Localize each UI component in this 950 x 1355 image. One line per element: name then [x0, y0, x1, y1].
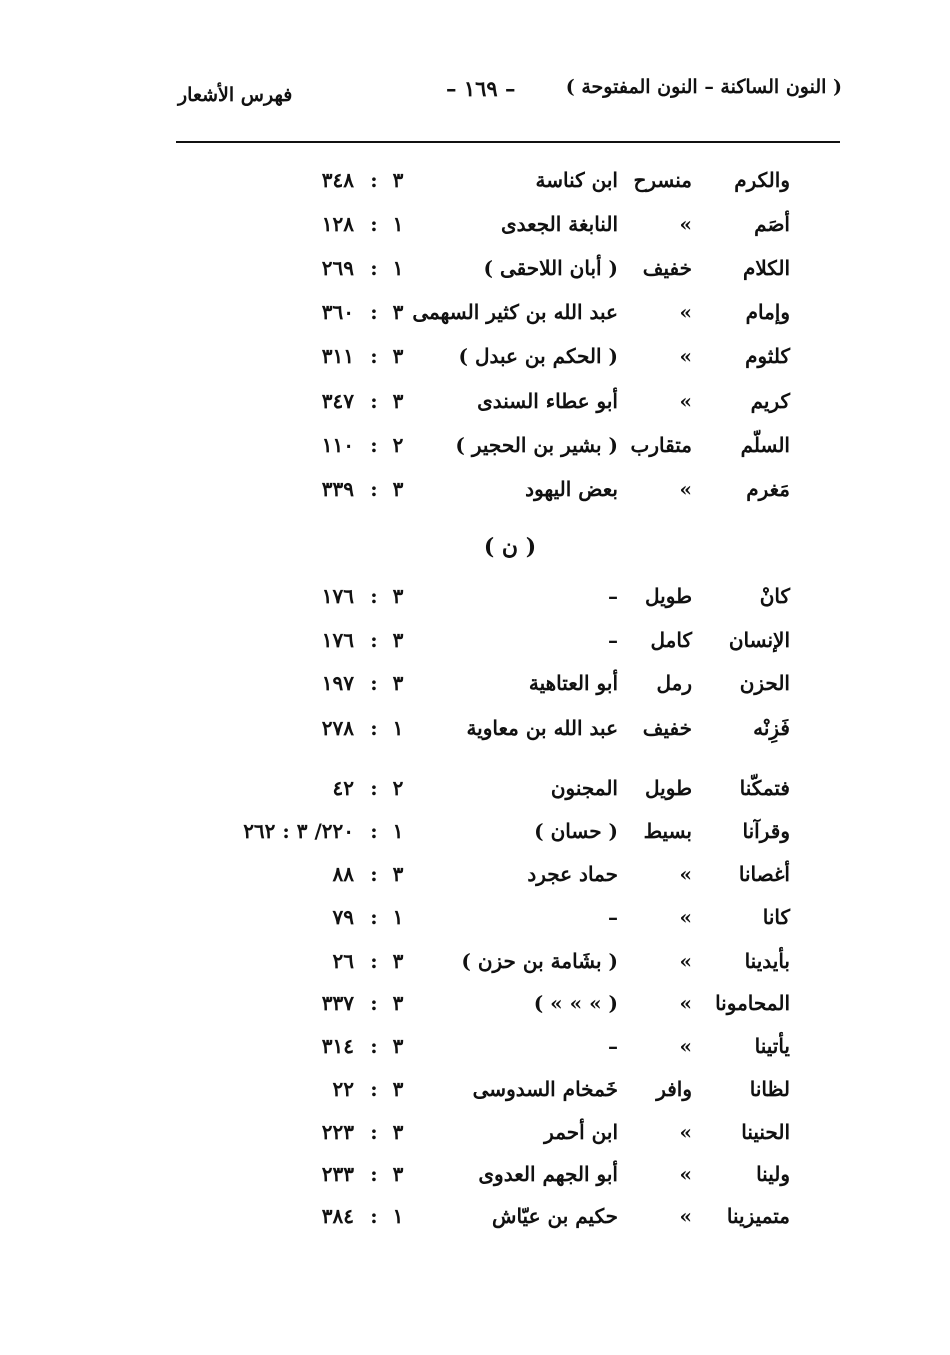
- page-reference: ١٢٨: [321, 212, 354, 236]
- rhyme-word: كانا: [762, 905, 790, 929]
- page-reference: ٢٢: [332, 1077, 354, 1101]
- volume-number: ١: [392, 256, 404, 280]
- page-reference: ٣٤٨: [321, 168, 354, 192]
- meter: »: [679, 344, 692, 368]
- index-entry: [0, 300, 950, 334]
- rhyme-word: يأتينا: [754, 1034, 790, 1058]
- page-reference: ١٧٦: [321, 584, 354, 608]
- rhyme-word: متميزينا: [726, 1204, 790, 1228]
- volume-number: ٣: [392, 1034, 404, 1058]
- page-reference: ٢٣٣: [321, 1162, 354, 1186]
- separator: :: [370, 776, 378, 800]
- page-reference: ٣٣٧: [321, 991, 354, 1015]
- rhyme-word: وقرآنا: [742, 819, 790, 843]
- index-entry: [0, 212, 950, 246]
- index-entry: [0, 905, 950, 939]
- poet: ( بشَامة بن حزن ): [461, 949, 618, 973]
- index-entry: [0, 671, 950, 705]
- index-entry: [0, 862, 950, 896]
- page-reference: ٢٦٩: [321, 256, 354, 280]
- rhyme-word: مَغرم: [746, 477, 790, 501]
- volume-number: ٣: [392, 862, 404, 886]
- running-header-title: فهرس الأشعار: [178, 84, 293, 106]
- index-entry: [0, 991, 950, 1025]
- volume-number: ٣: [392, 1120, 404, 1144]
- volume-number: ٣: [392, 1077, 404, 1101]
- rhyme-word: السلّم: [740, 433, 790, 457]
- poet: عبد الله بن كثير السهمى: [412, 300, 618, 324]
- volume-number: ٢: [392, 776, 404, 800]
- page-reference: ١٧٦: [321, 628, 354, 652]
- poet: –: [608, 584, 618, 608]
- rhyme-word: كريم: [750, 389, 790, 413]
- meter: »: [679, 862, 692, 886]
- volume-number: ٣: [392, 344, 404, 368]
- page-reference: ١١٠: [321, 433, 354, 457]
- separator: :: [370, 991, 378, 1015]
- separator: :: [370, 819, 378, 843]
- separator: :: [370, 168, 378, 192]
- rhyme-word: المحامونا: [715, 991, 790, 1015]
- rhyme-word: الإنسان: [728, 628, 790, 652]
- poet: ( بشير بن الحجير ): [455, 433, 618, 457]
- rhyme-word: الحزن: [739, 671, 790, 695]
- separator: :: [370, 1204, 378, 1228]
- index-entry: [0, 949, 950, 983]
- poet: –: [608, 1034, 618, 1058]
- meter: »: [679, 991, 692, 1015]
- volume-number: ٣: [392, 1162, 404, 1186]
- index-entry: [0, 628, 950, 662]
- meter: »: [679, 477, 692, 501]
- index-entry: [0, 1120, 950, 1154]
- separator: :: [370, 716, 378, 740]
- page-reference: ٢٢٣: [321, 1120, 354, 1144]
- poet: ( أبان اللاحقى ): [483, 256, 618, 280]
- poet: أبو عطاء السندى: [477, 389, 618, 413]
- running-header-section: ( النون الساكنة – النون المفتوحة ): [565, 76, 842, 98]
- meter: »: [679, 1034, 692, 1058]
- meter: »: [679, 905, 692, 929]
- rhyme-word: فَزِنْه: [753, 716, 790, 740]
- page-reference: ٧٩: [332, 905, 354, 929]
- meter: منسرح: [633, 168, 692, 192]
- separator: :: [370, 905, 378, 929]
- meter: »: [679, 949, 692, 973]
- meter: »: [679, 1120, 692, 1144]
- poet: حماد عجرد: [527, 862, 618, 886]
- poet: –: [608, 628, 618, 652]
- rhyme-word: الحنينا: [741, 1120, 790, 1144]
- page-reference: ٣٣٩: [321, 477, 354, 501]
- meter: »: [679, 389, 692, 413]
- rhyme-word: وإمام: [745, 300, 790, 324]
- poet: أبو العتاهية: [528, 671, 618, 695]
- separator: :: [370, 628, 378, 652]
- poet: ( الحكم بن عبدل ): [458, 344, 618, 368]
- volume-number: ٣: [392, 671, 404, 695]
- index-entry: [0, 819, 950, 853]
- poet: ( » » » ): [533, 991, 618, 1015]
- volume-number: ٣: [392, 168, 404, 192]
- poet: المجنون: [550, 776, 618, 800]
- meter: رمل: [656, 671, 692, 695]
- poet: أبو الجهم العدوى: [478, 1162, 618, 1186]
- index-entry: [0, 433, 950, 467]
- meter: وافر: [656, 1077, 692, 1101]
- volume-number: ٣: [392, 477, 404, 501]
- rhyme-word: والكرم: [734, 168, 790, 192]
- index-entry: [0, 1162, 950, 1196]
- separator: :: [370, 256, 378, 280]
- separator: :: [370, 344, 378, 368]
- separator: :: [370, 949, 378, 973]
- volume-number: ١: [392, 1204, 404, 1228]
- volume-number: ١: [392, 819, 404, 843]
- index-entry: [0, 168, 950, 202]
- meter: بسيط: [643, 819, 692, 843]
- volume-number: ٣: [392, 628, 404, 652]
- index-entry: [0, 776, 950, 810]
- rhyme-word: كلثوم: [745, 344, 790, 368]
- separator: :: [370, 862, 378, 886]
- volume-number: ٣: [392, 300, 404, 324]
- separator: :: [370, 300, 378, 324]
- volume-number: ٣: [392, 949, 404, 973]
- meter: كامل: [650, 628, 692, 652]
- index-entry: [0, 716, 950, 750]
- index-entry: [0, 256, 950, 290]
- index-entry: [0, 477, 950, 511]
- separator: :: [370, 1034, 378, 1058]
- separator: :: [370, 477, 378, 501]
- page-reference: ١٩٧: [321, 671, 354, 695]
- poet: ابن كناسة: [535, 168, 618, 192]
- index-entry: [0, 1034, 950, 1068]
- volume-number: ٣: [392, 389, 404, 413]
- index-entry: [0, 389, 950, 423]
- separator: :: [370, 671, 378, 695]
- volume-number: ٣: [392, 584, 404, 608]
- separator: :: [370, 1077, 378, 1101]
- index-entry: [0, 344, 950, 378]
- meter: طويل: [645, 584, 692, 608]
- poet: عبد الله بن معاوية: [466, 716, 618, 740]
- poet: –: [608, 905, 618, 929]
- meter: »: [679, 212, 692, 236]
- separator: :: [370, 433, 378, 457]
- separator: :: [370, 389, 378, 413]
- poet: ابن أحمر: [544, 1120, 618, 1144]
- volume-number: ٢: [392, 433, 404, 457]
- page-reference: ٣٤٧: [321, 389, 354, 413]
- rhyme-word: بأيدينا: [744, 949, 790, 973]
- volume-number: ٣: [392, 991, 404, 1015]
- rhyme-word: أغصانا: [738, 862, 790, 886]
- poet: خَمخام السدوسى: [472, 1077, 618, 1101]
- page-reference: ٢٦: [332, 949, 354, 973]
- meter: »: [679, 1162, 692, 1186]
- meter: متقارب: [630, 433, 692, 457]
- page-reference: ٢٢٠/ ٣ : ٢٦٢: [243, 819, 354, 843]
- page-reference: ٣٨٤: [321, 1204, 354, 1228]
- separator: :: [370, 1120, 378, 1144]
- meter: طويل: [645, 776, 692, 800]
- rhyme-word: فتمكّنا: [739, 776, 790, 800]
- separator: :: [370, 212, 378, 236]
- volume-number: ١: [392, 905, 404, 929]
- page-reference: ٢٧٨: [321, 716, 354, 740]
- rhyme-word: لظانا: [749, 1077, 790, 1101]
- meter: »: [679, 1204, 692, 1228]
- index-entry: [0, 1204, 950, 1238]
- poet: حكيم بن عيّاش: [492, 1204, 618, 1228]
- rhyme-word: كانْ: [759, 584, 790, 608]
- page-reference: ٣٦٠: [321, 300, 354, 324]
- separator: :: [370, 584, 378, 608]
- rhyme-word: أصَم: [754, 212, 790, 236]
- poet: ( حسان ): [534, 819, 618, 843]
- poet: بعض اليهود: [525, 477, 618, 501]
- page-reference: ٣١٤: [321, 1034, 354, 1058]
- rhyme-word: ولينا: [756, 1162, 790, 1186]
- index-entry: [0, 584, 950, 618]
- section-heading: ( ن ): [483, 534, 537, 560]
- volume-number: ١: [392, 716, 404, 740]
- separator: :: [370, 1162, 378, 1186]
- volume-number: ١: [392, 212, 404, 236]
- meter: »: [679, 300, 692, 324]
- page-reference: ٤٢: [332, 776, 354, 800]
- index-entry: [0, 1077, 950, 1111]
- meter: خفيف: [642, 716, 692, 740]
- meter: خفيف: [642, 256, 692, 280]
- page-reference: ٨٨: [332, 862, 354, 886]
- rhyme-word: الكلام: [742, 256, 790, 280]
- poet: النابغة الجعدى: [500, 212, 618, 236]
- page-number: – ١٦٩ –: [446, 76, 516, 101]
- page-reference: ٣١١: [321, 344, 354, 368]
- header-rule: [176, 141, 840, 143]
